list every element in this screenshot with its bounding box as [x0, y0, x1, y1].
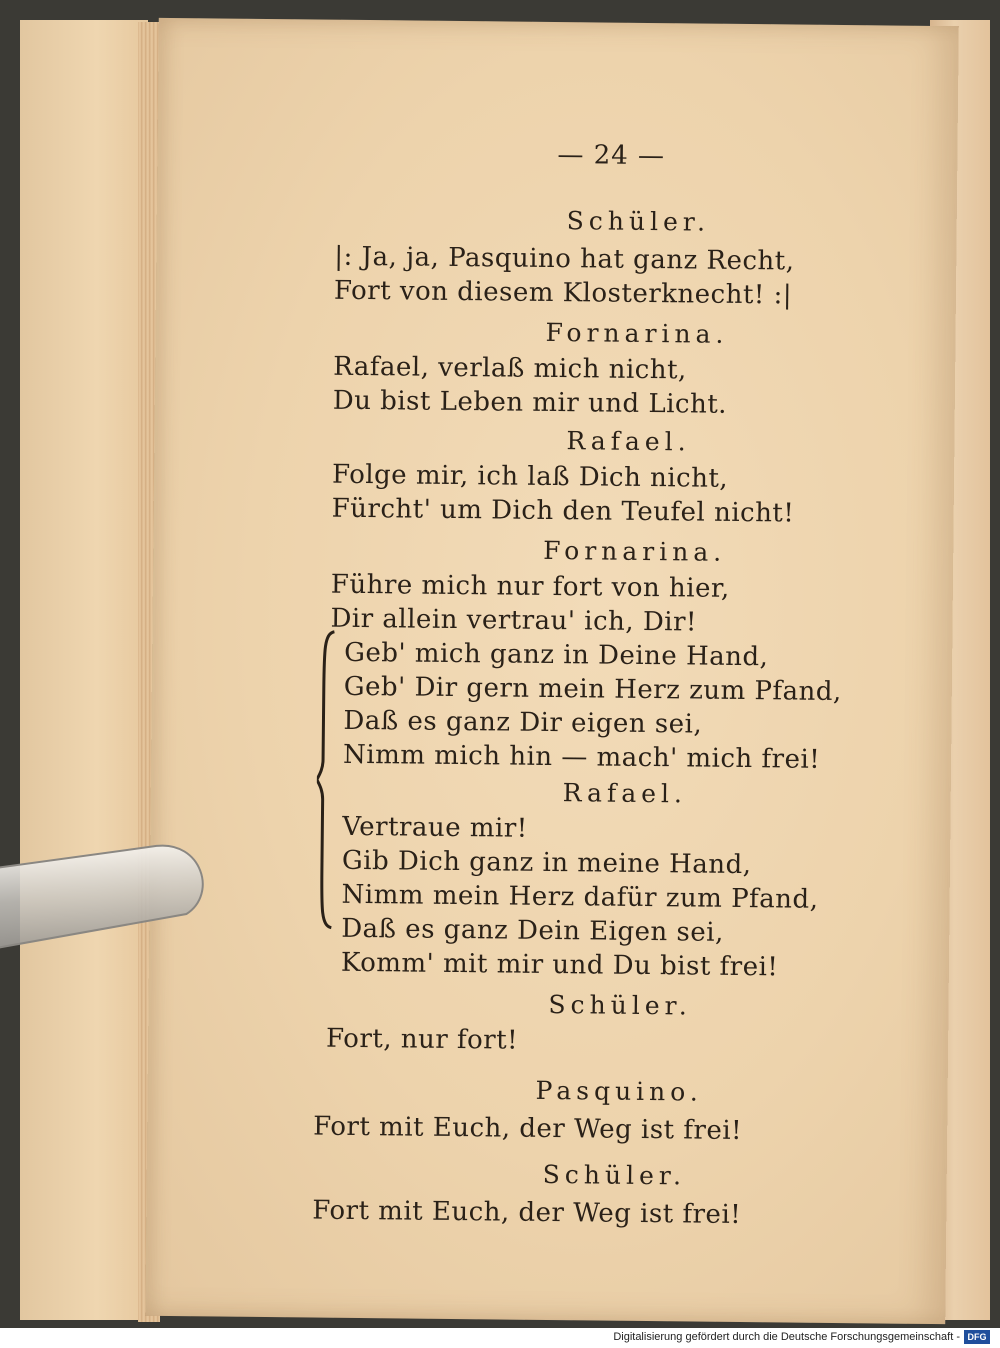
verse-line: Komm' mit mir und Du bist frei!: [340, 947, 779, 983]
speaker-label: Schüler.: [566, 206, 711, 237]
footer-bar: [0, 1328, 1000, 1348]
verse-line: Fort von diesem Klosterknecht! :|: [333, 275, 793, 311]
speaker-label: Schüler.: [548, 989, 692, 1021]
verse-line: Fort mit Euch, der Weg ist frei!: [312, 1195, 742, 1231]
speaker-label: Fornarina.: [543, 535, 727, 567]
verse-line: Geb' mich ganz in Deine Hand,: [344, 637, 769, 673]
verse-line: Daß es ganz Dir eigen sei,: [343, 705, 703, 740]
curly-brace: [315, 630, 338, 930]
verse-line: Nimm mich hin — mach' mich frei!: [342, 739, 821, 775]
verse-line: Dir allein vertrau' ich, Dir!: [330, 603, 698, 638]
verse-line: Du bist Leben mir und Licht.: [332, 385, 728, 420]
verse-line: |: Ja, ja, Pasquino hat ganz Recht,: [334, 241, 795, 277]
verse-line: Gib Dich ganz in meine Hand,: [341, 845, 752, 881]
dfg-logo-icon: DFG: [964, 1330, 990, 1344]
verse-line: Folge mir, ich laß Dich nicht,: [331, 459, 729, 494]
verse-line: Vertraue mir!: [342, 811, 528, 844]
left-book-cover: [20, 20, 148, 1320]
verse-line: Fort, nur fort!: [325, 1023, 519, 1056]
footer-credit: Digitalisierung gefördert durch die Deutsche Forschungsgemeinschaft -: [613, 1331, 960, 1343]
verse-line: Nimm mein Herz dafür zum Pfand,: [341, 879, 819, 915]
verse-line: Fort mit Euch, der Weg ist frei!: [313, 1111, 743, 1147]
page-number: — 24 —: [557, 140, 666, 172]
speaker-label: Pasquino.: [535, 1075, 703, 1107]
verse-line: Führe mich nur fort von hier,: [330, 569, 730, 604]
speaker-label: Rafael.: [566, 426, 691, 457]
glass-page-weight: [0, 834, 224, 960]
speaker-label: Fornarina.: [545, 317, 729, 349]
verse-line: Fürcht' um Dich den Teufel nicht!: [331, 493, 795, 529]
verse-line: Geb' Dir gern mein Herz zum Pfand,: [343, 671, 842, 708]
verse-line: Rafael, verlaß mich nicht,: [333, 351, 687, 386]
speaker-label: Rafael.: [562, 778, 688, 809]
verse-line: Daß es ganz Dein Eigen sei,: [341, 913, 724, 948]
book-page: [145, 18, 959, 1324]
speaker-label: Schüler.: [542, 1159, 687, 1191]
